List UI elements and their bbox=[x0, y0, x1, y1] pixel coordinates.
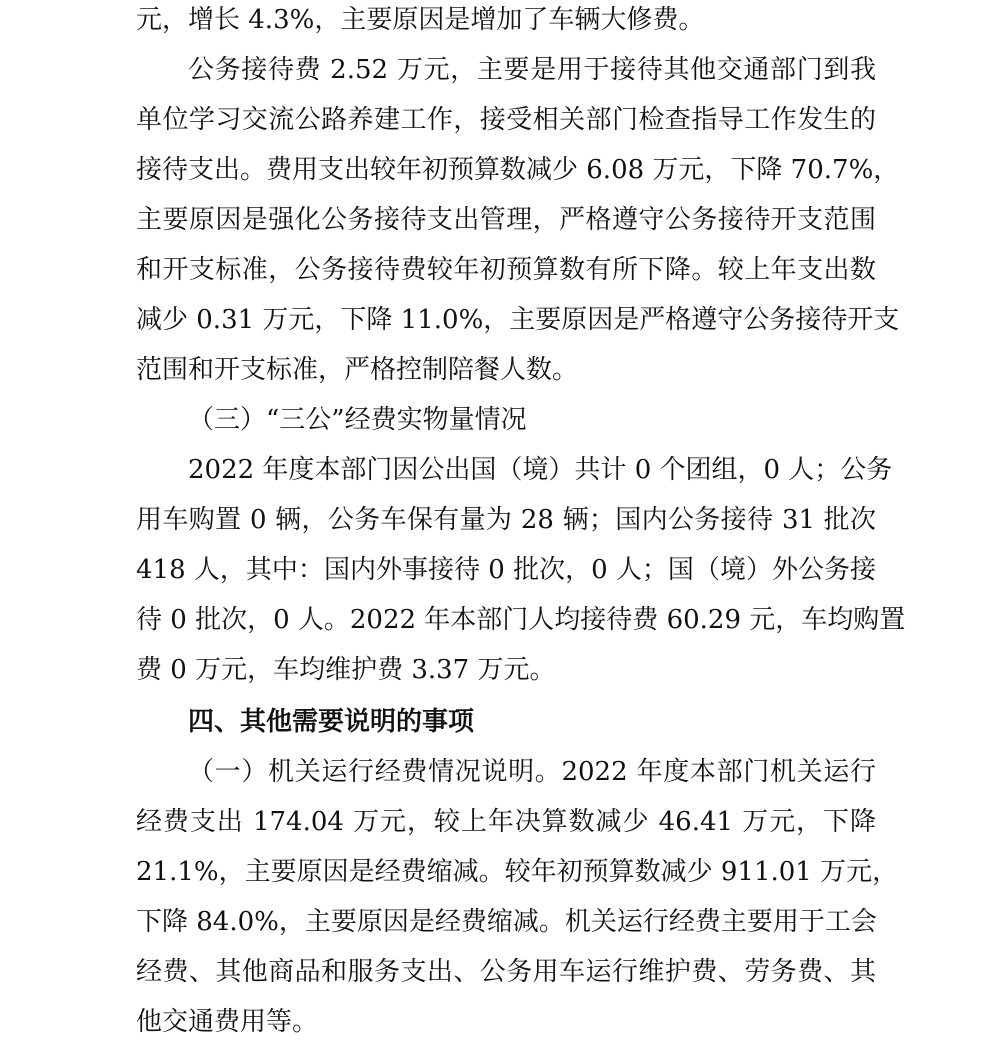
text-line: 费 0 万元，车均维护费 3.37 万元。 bbox=[136, 655, 556, 685]
text-line: 接待支出。费用支出较年初预算数减少 6.08 万元，下降 70.7%， bbox=[136, 155, 900, 185]
text-line: 减少 0.31 万元，下降 11.0%，主要原因是严格遵守公务接待开支 bbox=[136, 305, 900, 335]
text-line: 范围和开支标准，严格控制陪餐人数。 bbox=[136, 355, 579, 385]
text-line: 元，增长 4.3%，主要原因是增加了车辆大修费。 bbox=[136, 5, 705, 35]
text-line: 经费支出 174.04 万元，较上年决算数减少 46.41 万元，下降 bbox=[136, 807, 876, 837]
text-line: 经费、其他商品和服务支出、公务用车运行维护费、劳务费、其 bbox=[136, 957, 876, 987]
text-line: 21.1%，主要原因是经费缩减。较年初预算数减少 911.01 万元， bbox=[136, 857, 899, 887]
section-heading: （三）“三公”经费实物量情况 bbox=[188, 405, 527, 435]
text-line: 和开支标准，公务接待费较年初预算数有所下降。较上年支出数 bbox=[136, 255, 876, 285]
text-line: 待 0 批次，0 人。2022 年本部门人均接待费 60.29 元，车均购置 bbox=[136, 605, 906, 635]
text-line: 他交通费用等。 bbox=[136, 1007, 319, 1037]
text-line: 用车购置 0 辆，公务车保有量为 28 辆；国内公务接待 31 批次 bbox=[136, 505, 876, 535]
text-line: 418 人，其中：国内外事接待 0 批次，0 人；国（境）外公务接 bbox=[136, 555, 876, 585]
text-line: 下降 84.0%，主要原因是经费缩减。机关运行经费主要用于工会 bbox=[136, 907, 877, 937]
text-line: （一）机关运行经费情况说明。2022 年度本部门机关运行 bbox=[188, 757, 876, 787]
chapter-heading: 四、其他需要说明的事项 bbox=[188, 707, 475, 737]
text-line: 单位学习交流公路养建工作，接受相关部门检查指导工作发生的 bbox=[136, 105, 876, 135]
text-line: 公务接待费 2.52 万元，主要是用于接待其他交通部门到我 bbox=[188, 55, 876, 85]
text-line: 2022 年度本部门因公出国（境）共计 0 个团组，0 人；公务 bbox=[188, 455, 893, 485]
text-line: 主要原因是强化公务接待支出管理，严格遵守公务接待开支范围 bbox=[136, 205, 876, 235]
